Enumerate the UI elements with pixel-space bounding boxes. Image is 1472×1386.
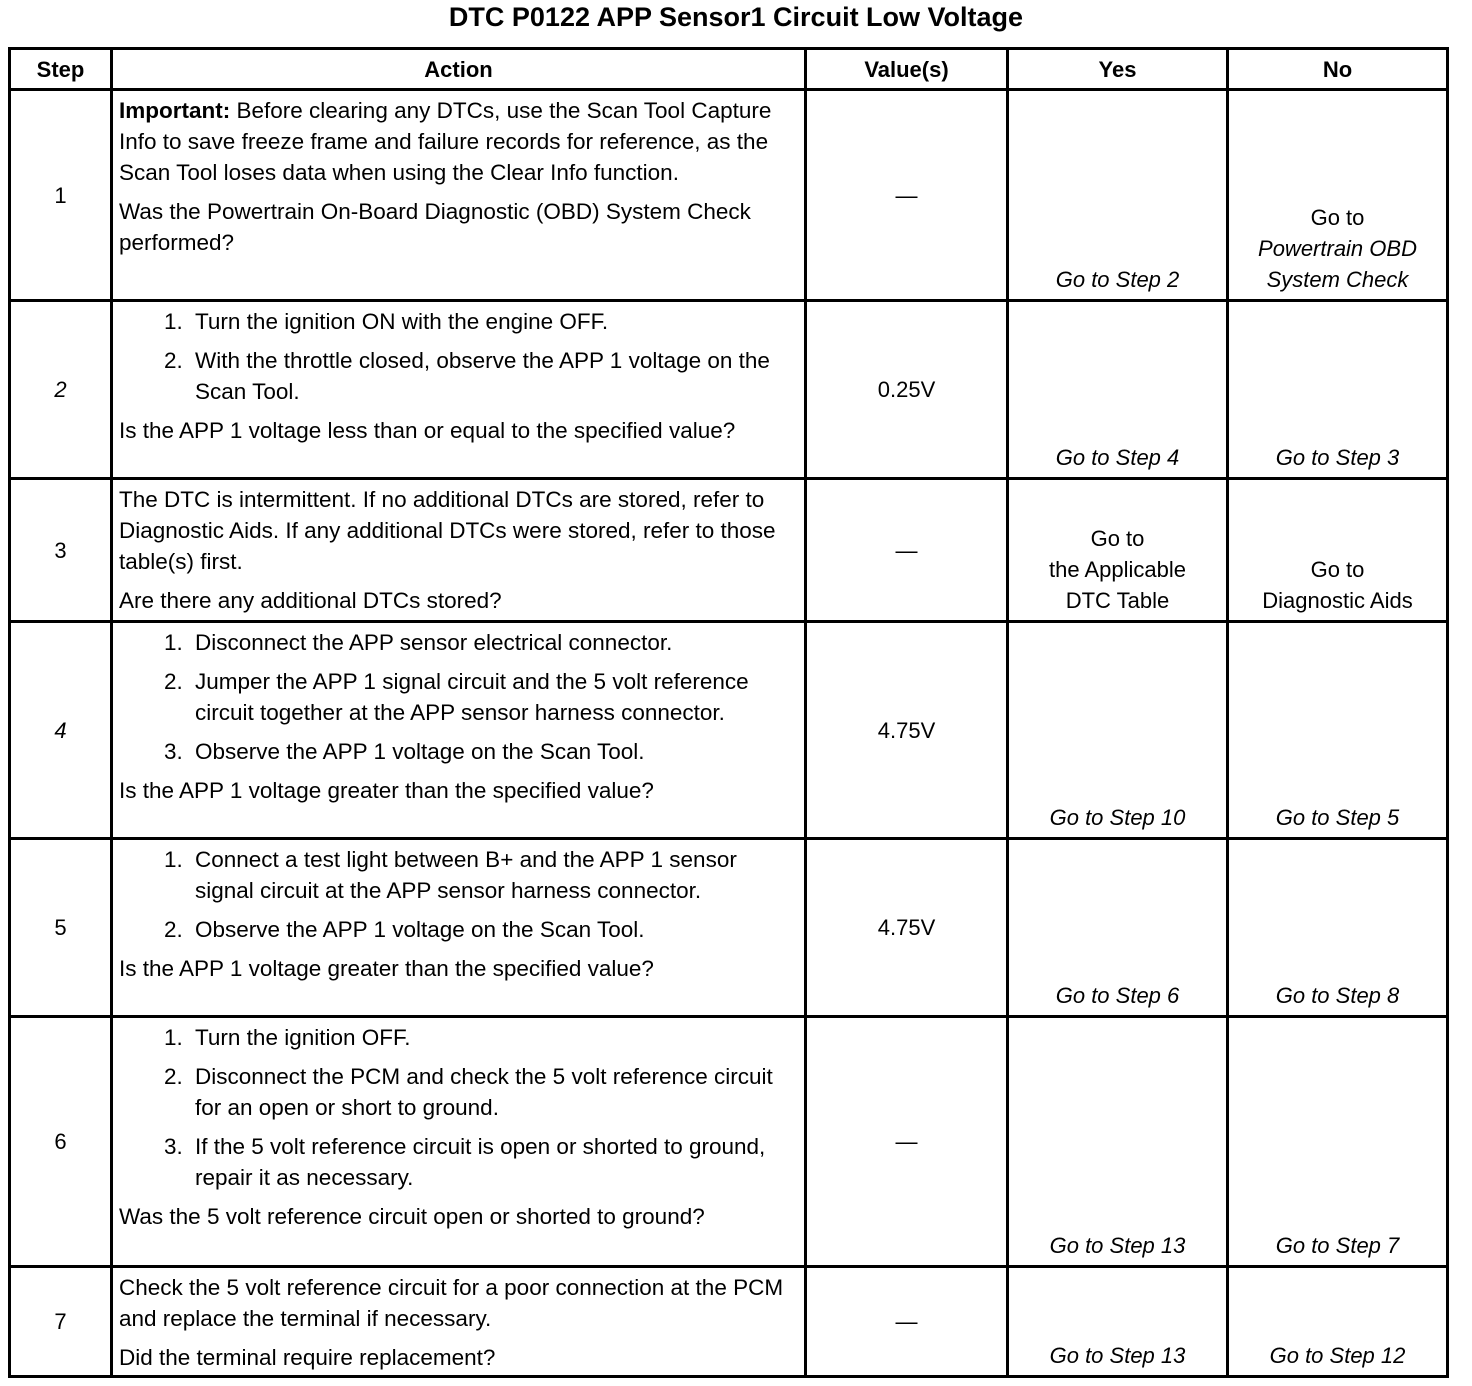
- table-row: [10, 90, 1448, 301]
- table-row: [10, 839, 1448, 1017]
- step-number: 4: [10, 622, 112, 839]
- action-text: The DTC is intermittent. If no additional DTCs are stored, refer to Diagnostic Aids. If any additional DTCs were stored, refer to those table(s) first.: [119, 487, 776, 574]
- step-number: 3: [10, 479, 112, 622]
- action-cell: [112, 1017, 806, 1267]
- header-action: Action: [112, 49, 806, 90]
- table-row: [10, 301, 1448, 479]
- no-cell: [1228, 479, 1448, 622]
- action-step-item: 3. If the 5 volt reference circuit is open or shorted to ground, repair it as necessary.: [189, 1131, 798, 1193]
- value-cell: 4.75V: [806, 622, 1008, 839]
- action-cell: [112, 301, 806, 479]
- action-steps: [119, 844, 798, 945]
- yes-line: DTC Table: [1065, 588, 1170, 613]
- header-yes: Yes: [1008, 49, 1228, 90]
- action-step-item: 3. Observe the APP 1 voltage on the Scan Tool.: [189, 736, 798, 767]
- action-step-item: 2. Disconnect the PCM and check the 5 volt reference circuit for an open or short to ground.: [189, 1061, 798, 1123]
- yes-line: the Applicable: [1049, 557, 1186, 582]
- table-header-row: [10, 49, 1448, 90]
- yes-cell: Go to Step 6: [1008, 839, 1228, 1017]
- yes-line: Go to: [1090, 526, 1145, 551]
- header-step: Step: [10, 49, 112, 90]
- no-cell: Go to Step 12: [1228, 1267, 1448, 1377]
- yes-cell: Go to Step 2: [1008, 90, 1228, 301]
- value-cell: —: [806, 1267, 1008, 1377]
- action-question: Was the Powertrain On-Board Diagnostic (OBD) System Check performed?: [119, 199, 751, 255]
- action-step-item: 1. Disconnect the APP sensor electrical connector.: [189, 627, 798, 658]
- step-number: 2: [10, 301, 112, 479]
- action-cell: [112, 839, 806, 1017]
- action-step-item: 2. Observe the APP 1 voltage on the Scan Tool.: [189, 914, 798, 945]
- step-number: 7: [10, 1267, 112, 1377]
- value-cell: —: [806, 90, 1008, 301]
- important-label: Important:: [119, 98, 231, 123]
- no-cell: Go to Step 3: [1228, 301, 1448, 479]
- action-question: Is the APP 1 voltage greater than the specified value?: [119, 778, 654, 803]
- action-step-item: 1. Connect a test light between B+ and the APP 1 sensor signal circuit at the APP sensor harness connector.: [189, 844, 798, 906]
- action-cell: [112, 479, 806, 622]
- action-step-item: 2. Jumper the APP 1 signal circuit and the 5 volt reference circuit together at the APP sensor harness connector.: [189, 666, 798, 728]
- no-prefix: Go to: [1310, 205, 1365, 230]
- action-question: Is the APP 1 voltage greater than the specified value?: [119, 956, 654, 981]
- header-no: No: [1228, 49, 1448, 90]
- yes-cell: Go to Step 13: [1008, 1017, 1228, 1267]
- action-cell: [112, 622, 806, 839]
- yes-cell: Go to Step 13: [1008, 1267, 1228, 1377]
- table-row: [10, 479, 1448, 622]
- no-link: Powertrain OBD System Check: [1258, 236, 1417, 292]
- no-cell: Go to Step 8: [1228, 839, 1448, 1017]
- action-question: Are there any additional DTCs stored?: [119, 588, 502, 613]
- no-line: Diagnostic Aids: [1262, 588, 1413, 613]
- action-steps: [119, 1022, 798, 1193]
- step-number: 1: [10, 90, 112, 301]
- yes-cell: Go to Step 10: [1008, 622, 1228, 839]
- action-step-item: 1. Turn the ignition ON with the engine OFF.: [189, 306, 798, 337]
- action-step-item: 1. Turn the ignition OFF.: [189, 1022, 798, 1053]
- yes-cell: Go to Step 4: [1008, 301, 1228, 479]
- table-row: [10, 1267, 1448, 1377]
- page-title: DTC P0122 APP Sensor1 Circuit Low Voltage: [448, 2, 1024, 32]
- no-cell: Go to Step 5: [1228, 622, 1448, 839]
- important-text: Before clearing any DTCs, use the Scan Tool Capture Info to save freeze frame and failure records for reference, as the Scan Tool loses data when using the Clear Info function.: [119, 98, 772, 185]
- action-question: Did the terminal require replacement?: [119, 1345, 496, 1370]
- table-row: [10, 622, 1448, 839]
- no-line: Go to: [1310, 557, 1365, 582]
- action-cell: [112, 90, 806, 301]
- yes-cell: [1008, 479, 1228, 622]
- step-number: 6: [10, 1017, 112, 1267]
- step-number: 5: [10, 839, 112, 1017]
- important-note: [119, 95, 798, 188]
- value-cell: 0.25V: [806, 301, 1008, 479]
- action-question: Was the 5 volt reference circuit open or shorted to ground?: [119, 1204, 705, 1229]
- no-cell: [1228, 90, 1448, 301]
- table-row: [10, 1017, 1448, 1267]
- action-step-item: 2. With the throttle closed, observe the APP 1 voltage on the Scan Tool.: [189, 345, 798, 407]
- value-cell: 4.75V: [806, 839, 1008, 1017]
- action-question: Is the APP 1 voltage less than or equal to the specified value?: [119, 418, 736, 443]
- no-cell: Go to Step 7: [1228, 1017, 1448, 1267]
- header-values: Value(s): [806, 49, 1008, 90]
- action-steps: [119, 306, 798, 407]
- action-text: Check the 5 volt reference circuit for a poor connection at the PCM and replace the terminal if necessary.: [119, 1275, 784, 1331]
- action-cell: [112, 1267, 806, 1377]
- action-steps: [119, 627, 798, 767]
- diagnostic-table: [8, 47, 1449, 1378]
- value-cell: —: [806, 1017, 1008, 1267]
- value-cell: —: [806, 479, 1008, 622]
